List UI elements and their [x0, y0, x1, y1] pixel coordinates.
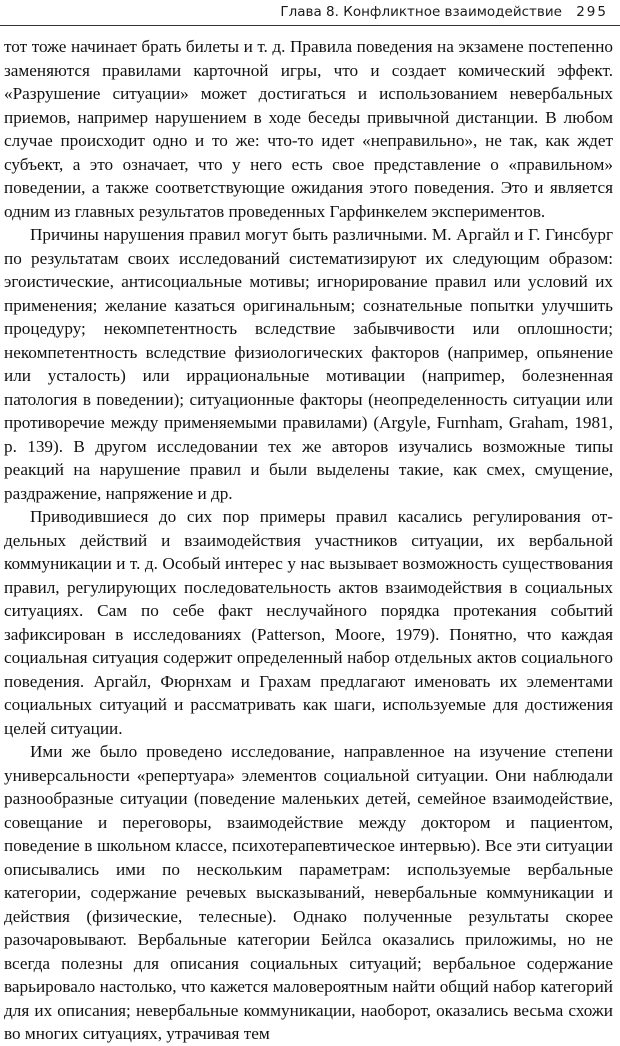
- paragraph-2: Причины нарушения правил могут быть различными. М. Аргайл и Г. Гинсбург по результатам своих исследований систематизируют их следующим образом: эгоистические, антисоциальные мотивы; игнорирование правил или условий их применения; желание казаться оригинальным; сознательные попытки улучшить процедуру; некомпетентность вследствие забывчивости или оплошности; некомпетентность вследствие физиологических факторов (например, опьянение или усталость) или иррациональные мотивации (наприmер, болезненная патология в поведении); ситуационные факторы (неопределенность ситуации или противоречие между применяемыми правилами) (Argyle, Furnham, Graham, 1981, p. 139). В другом исследовании тех же авторов изучались возможные типы реакций на нарушение правил и были выделены такие, как смех, смущение, раздражение, напряжение и др.: [4, 225, 613, 503]
- paragraph-4: Ими же было проведено исследование, направленное на изучение степени универсальности «репертуара» элементов социальной ситуации. Они наблюдали разнообразные ситуации (поведение маленьких детей, семейное взаимодействие, совещание и переговоры, взаимодействие между доктором и пациентом, поведение в школьном классе, психотерапевтическое интервью). Все эти ситуации описывались ими по нескольким параметрам: используемые вербальные категории, содержание речевых высказываний, невербальные коммуникации и действия (физические, телесные). Однако полученные результаты скорее разочаровывают. Вербальные категории Бейлса оказались приложимы, но не всегда полезны для описания социальных ситуаций; вербальное содержание варьировало настолько, что кажется маловероятным найти общий набор категорий для их описания; невербальные коммуникации, наоборот, оказались весьма схожи во многих ситуациях, утрачивая тем: [4, 742, 613, 1043]
- running-title: Глава 8. Конфликтное взаимодействие: [280, 4, 562, 20]
- header-rule: [0, 25, 620, 26]
- paragraph-1: тот тоже начинает брать билеты и т. д. Правила поведения на экзамене постепенно заменяются правилами карточной игры, что и создает комический эффект. «Разрушение ситуации» может достигаться и использованием невербальных приемов, например нарушением в ходе беседы привычной дистанции. В любом случае происходит одно и то же: что-то идет «неправильно», не так, как ждет субъект, а это означает, что у него есть свое представление о «правильном» поведении, а также соответствующие ожидания этого поведения. Это и является одним из главных результатов проведенных Гарфинкелем экспериментов.: [4, 37, 613, 221]
- running-head: [0, 4, 608, 24]
- page-body: [4, 35, 613, 1046]
- page-number: 295: [576, 4, 608, 20]
- paragraph-3: Приводившиеся до сих пор примеры правил касались регулирования отдельных действий и взаимодействия участников ситуации, их вербальной коммуникации и т. д. Особый интерес у нас вызывает возможность существования правил, регулирующих последовательность актов взаимодействия в социальных ситуациях. Сам по себе факт неслучайного порядка протекания событий зафиксирован в исследованиях (Patterson, Moore, 1979). Понятно, что каждая социальная ситуация содержит определенный набор отдельных актов социального поведения. Аргайл, Фюрнхам и Грахам предлагают именовать их элементами социальных ситуаций и рассматривать как шаги, используемые для достижения целей ситуации.: [4, 507, 613, 738]
